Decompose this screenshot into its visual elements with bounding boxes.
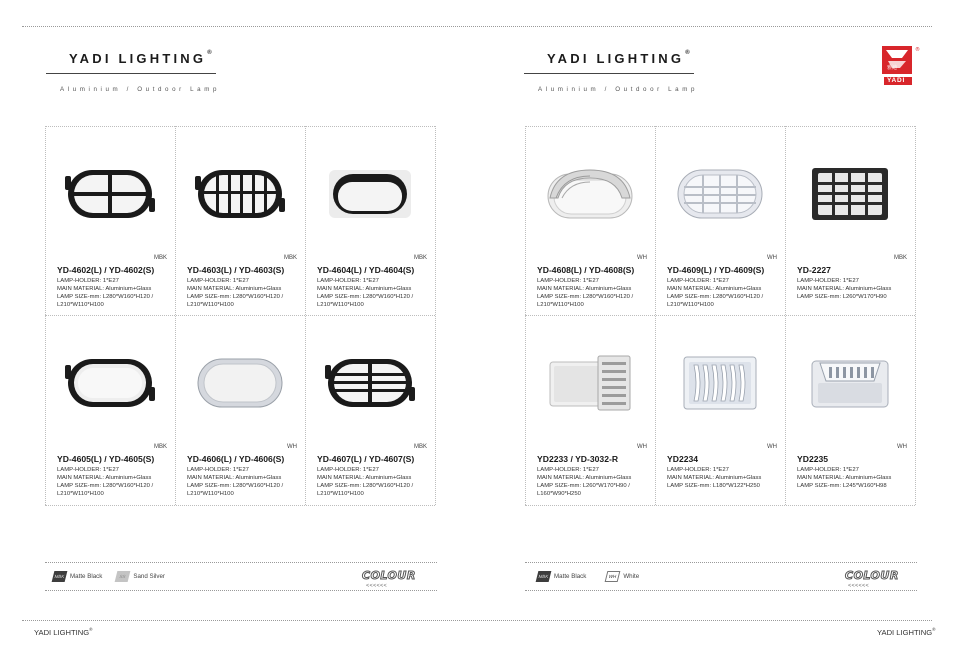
product-card[interactable] xyxy=(525,315,655,505)
spec-material: MAIN MATERIAL: Aluminium+Glass xyxy=(537,286,632,292)
spec-size: LAMP SIZE-mm: L245*W160*H98 xyxy=(797,483,887,489)
brand-rule-left xyxy=(46,73,216,74)
spec-material: MAIN MATERIAL: Aluminium+Glass xyxy=(187,286,282,292)
matte-black-swatch: MBK xyxy=(536,571,552,582)
spec-block xyxy=(187,466,303,498)
grid-right-v3 xyxy=(915,126,916,505)
spec-block xyxy=(667,466,783,490)
footer-brand-left: YADI LIGHTING® xyxy=(34,627,93,637)
rectangular-grid-lamp-icon xyxy=(810,166,890,222)
spec-size: LAMP SIZE-mm: L280*W160*H120 / xyxy=(537,294,634,300)
product-card[interactable] xyxy=(785,315,915,505)
spec-size-2: L210*W110*H100 xyxy=(317,302,364,308)
logo-cn-text: 雅迪 xyxy=(887,65,898,71)
model-number: YD2233 / YD-3032-R xyxy=(537,454,619,464)
legend-dotted-rule-left-bottom xyxy=(45,590,437,591)
color-code: WH xyxy=(637,255,647,261)
spec-size-2: L210*W110*H100 xyxy=(187,302,234,308)
color-code: WH xyxy=(287,444,297,450)
brand-title-right: YADI LIGHTING® xyxy=(547,50,690,66)
model-number: YD2234 xyxy=(667,454,699,464)
legend-label: Sand Silver xyxy=(133,573,165,580)
spec-lamp-holder: LAMP-HOLDER: 1*E27 xyxy=(187,278,249,284)
spec-material: MAIN MATERIAL: Aluminium+Glass xyxy=(537,475,632,481)
product-card[interactable] xyxy=(45,315,175,505)
matte-black-swatch: MBK xyxy=(52,571,68,582)
model-number: YD2235 xyxy=(797,454,829,464)
grid-left-v3 xyxy=(435,126,436,505)
colour-arrows-left: <<<<<< xyxy=(366,583,388,589)
spec-block xyxy=(187,277,303,309)
model-number: YD-4602(L) / YD-4602(S) xyxy=(57,265,155,275)
spec-block xyxy=(797,277,913,301)
spec-lamp-holder: LAMP-HOLDER: 1*E27 xyxy=(537,278,599,284)
legend-left xyxy=(53,571,165,582)
product-card[interactable] xyxy=(305,126,435,316)
model-number: YD-4609(L) / YD-4609(S) xyxy=(667,265,765,275)
product-card[interactable] xyxy=(305,315,435,505)
white-swatch: WH xyxy=(605,571,621,582)
spec-size: LAMP SIZE-mm: L260*W170*H90 / xyxy=(537,483,630,489)
spec-block xyxy=(317,466,433,498)
color-code: WH xyxy=(637,444,647,450)
model-number: YD-4607(L) / YD-4607(S) xyxy=(317,454,415,464)
product-card[interactable] xyxy=(655,315,785,505)
spec-size-2: L210*W110*H100 xyxy=(187,491,234,497)
color-code: MBK xyxy=(413,255,427,261)
spec-material: MAIN MATERIAL: Aluminium+Glass xyxy=(187,475,282,481)
legend-dotted-rule-left xyxy=(45,562,437,563)
brand-rule-right xyxy=(524,73,694,74)
color-code: WH xyxy=(897,444,907,450)
spec-block xyxy=(57,466,173,498)
spec-material: MAIN MATERIAL: Aluminium+Glass xyxy=(57,475,152,481)
spec-size-2: L210*W110*H100 xyxy=(537,302,584,308)
product-image xyxy=(45,126,175,261)
model-number: YD-2227 xyxy=(797,265,831,275)
color-code: MBK xyxy=(153,444,167,450)
spec-size: LAMP SIZE-mm: L280*W160*H120 / xyxy=(187,483,284,489)
spec-size: LAMP SIZE-mm: L280*W160*H120 / xyxy=(57,294,154,300)
product-card[interactable] xyxy=(45,126,175,316)
spec-size: LAMP SIZE-mm: L280*W160*H120 / xyxy=(317,294,414,300)
spec-size: LAMP SIZE-mm: L260*W170*H90 xyxy=(797,294,887,300)
bulkhead-lamp-oval-icon xyxy=(62,353,158,413)
bulkhead-lamp-white-eyelid-icon xyxy=(542,164,638,224)
legend-label: Matte Black xyxy=(70,573,103,580)
spec-lamp-holder: LAMP-HOLDER: 1*E27 xyxy=(57,467,119,473)
legend-label: White xyxy=(623,573,640,580)
legend-label: Matte Black xyxy=(554,573,587,580)
spec-size-2: L210*W110*H100 xyxy=(317,491,364,497)
rectangular-louver-lamp-icon xyxy=(682,355,758,411)
spec-size: LAMP SIZE-mm: L180*W122*H250 xyxy=(667,483,760,489)
spec-material: MAIN MATERIAL: Aluminium+Glass xyxy=(797,286,892,292)
color-code: MBK xyxy=(283,255,297,261)
spec-lamp-holder: LAMP-HOLDER: 1*E27 xyxy=(667,278,729,284)
bulkhead-lamp-white-cage-icon xyxy=(672,164,768,224)
product-card[interactable] xyxy=(175,315,305,505)
model-number: YD-4604(L) / YD-4604(S) xyxy=(317,265,415,275)
product-image xyxy=(785,126,915,261)
subtitle-right: Aluminium / Outdoor Lamp xyxy=(538,86,698,93)
spec-block xyxy=(537,466,653,498)
bulkhead-lamp-cross-guard-icon xyxy=(62,164,158,224)
spec-material: MAIN MATERIAL: Aluminium+Glass xyxy=(317,286,412,292)
spec-block xyxy=(797,466,913,490)
spec-size-2: L160*W90*H250 xyxy=(537,491,581,497)
product-image xyxy=(655,126,785,261)
spec-block xyxy=(537,277,653,309)
spec-lamp-holder: LAMP-HOLDER: 1*E27 xyxy=(317,467,379,473)
model-number: YD-4608(L) / YD-4608(S) xyxy=(537,265,635,275)
brand-title-left: YADI LIGHTING® xyxy=(69,50,212,66)
grid-right-bottom xyxy=(525,505,915,506)
spec-block xyxy=(667,277,783,309)
color-code: MBK xyxy=(153,255,167,261)
colour-tag-right: COLOUR xyxy=(845,569,899,582)
logo-text: YADI xyxy=(887,77,906,84)
spec-material: MAIN MATERIAL: Aluminium+Glass xyxy=(57,286,152,292)
spec-size-2: L210*W110*H100 xyxy=(57,491,104,497)
model-number: YD-4605(L) / YD-4605(S) xyxy=(57,454,155,464)
model-number: YD-4606(L) / YD-4606(S) xyxy=(187,454,285,464)
colour-arrows-right: <<<<<< xyxy=(848,583,870,589)
product-image xyxy=(655,315,785,450)
product-card[interactable] xyxy=(785,126,915,316)
spec-lamp-holder: LAMP-HOLDER: 1*E27 xyxy=(797,278,859,284)
spec-lamp-holder: LAMP-HOLDER: 1*E27 xyxy=(317,278,379,284)
colour-tag-left: COLOUR xyxy=(362,569,416,582)
box-lamp-louver-icon xyxy=(548,354,632,412)
grid-left-bottom xyxy=(45,505,435,506)
spec-lamp-holder: LAMP-HOLDER: 1*E27 xyxy=(187,467,249,473)
spec-size: LAMP SIZE-mm: L280*W160*H120 / xyxy=(57,483,154,489)
legend-dotted-rule-right-bottom xyxy=(525,590,917,591)
product-image xyxy=(785,315,915,450)
color-code: MBK xyxy=(893,255,907,261)
bulkhead-lamp-eyelid-icon xyxy=(325,166,415,222)
product-image xyxy=(175,126,305,261)
spec-lamp-holder: LAMP-HOLDER: 1*E27 xyxy=(797,467,859,473)
product-image xyxy=(305,126,435,261)
bulkhead-lamp-white-oval-icon xyxy=(192,353,288,413)
sand-silver-swatch: SS xyxy=(115,571,131,582)
spec-lamp-holder: LAMP-HOLDER: 1*E27 xyxy=(537,467,599,473)
spec-material: MAIN MATERIAL: Aluminium+Glass xyxy=(667,475,762,481)
legend-dotted-rule-right xyxy=(525,562,917,563)
product-image xyxy=(45,315,175,450)
subtitle-left: Aluminium / Outdoor Lamp xyxy=(60,86,220,93)
legend-right xyxy=(537,571,639,582)
svg-text:®: ® xyxy=(915,47,920,53)
product-card[interactable] xyxy=(525,126,655,316)
spec-size-2: L210*W110*H100 xyxy=(57,302,104,308)
spec-block xyxy=(317,277,433,309)
color-code: MBK xyxy=(413,444,427,450)
spec-size: LAMP SIZE-mm: L280*W160*H120 / xyxy=(317,483,414,489)
spec-material: MAIN MATERIAL: Aluminium+Glass xyxy=(797,475,892,481)
product-image xyxy=(525,126,655,261)
box-lamp-vent-hood-icon xyxy=(810,355,890,411)
color-code: WH xyxy=(767,255,777,261)
spec-size: LAMP SIZE-mm: L280*W160*H120 / xyxy=(667,294,764,300)
spec-block xyxy=(57,277,173,309)
color-code: WH xyxy=(767,444,777,450)
product-image xyxy=(305,315,435,450)
spec-material: MAIN MATERIAL: Aluminium+Glass xyxy=(317,475,412,481)
spec-size: LAMP SIZE-mm: L280*W160*H120 / xyxy=(187,294,284,300)
model-number: YD-4603(L) / YD-4603(S) xyxy=(187,265,285,275)
spec-size-2: L210*W110*H100 xyxy=(667,302,714,308)
spec-lamp-holder: LAMP-HOLDER: 1*E27 xyxy=(667,467,729,473)
bulkhead-lamp-vertical-guard-icon xyxy=(192,164,288,224)
bulkhead-lamp-bar-guard-icon xyxy=(322,353,418,413)
footer-dotted-rule xyxy=(22,620,932,621)
product-card[interactable] xyxy=(175,126,305,316)
product-card[interactable] xyxy=(655,126,785,316)
spec-lamp-holder: LAMP-HOLDER: 1*E27 xyxy=(57,278,119,284)
product-image xyxy=(525,315,655,450)
spec-material: MAIN MATERIAL: Aluminium+Glass xyxy=(667,286,762,292)
yadi-logo xyxy=(878,44,918,88)
footer-brand-right: YADI LIGHTING® xyxy=(877,627,936,637)
product-image xyxy=(175,315,305,450)
top-dotted-rule xyxy=(22,26,932,27)
